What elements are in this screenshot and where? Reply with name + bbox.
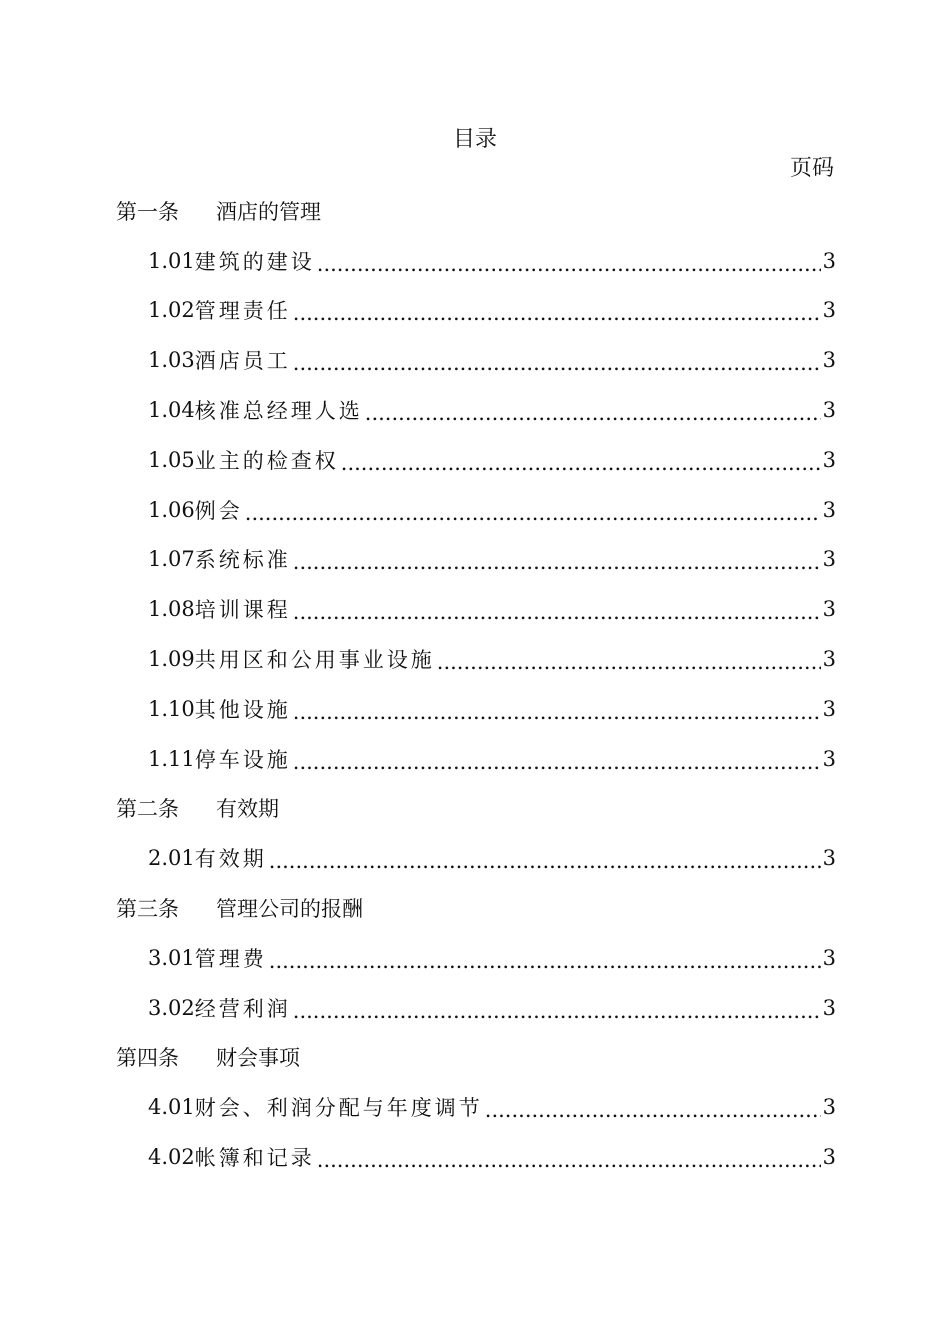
dot-leader: [293, 750, 821, 774]
toc-entry-title: 建筑的建设: [194, 249, 315, 274]
toc-entry[interactable]: [116, 933, 836, 983]
toc-entry-number: 1.07: [148, 547, 195, 572]
dot-leader: [245, 501, 821, 525]
toc-entry-title: 培训课程: [194, 598, 291, 623]
toc-entry-title: 帐簿和记录: [194, 1146, 315, 1171]
toc-entry-number: 4.02: [148, 1145, 195, 1170]
dot-leader: [269, 849, 821, 873]
toc-entry[interactable]: [116, 1082, 836, 1132]
toc-entry-title: 财会、利润分配与年度调节: [194, 1096, 483, 1121]
toc-entry[interactable]: [116, 584, 836, 634]
toc-entry-number: 1.02: [148, 298, 195, 323]
toc-entry-page: 3: [822, 597, 836, 622]
toc-entry-page: 3: [822, 696, 836, 721]
toc-entry-number: 第一条: [116, 199, 179, 224]
toc-entry-page: 3: [822, 1095, 836, 1120]
toc-entry[interactable]: [116, 335, 836, 385]
toc-entry[interactable]: [116, 634, 836, 684]
toc-entry[interactable]: [116, 385, 836, 435]
dot-leader: [293, 600, 821, 624]
dot-leader: [293, 999, 821, 1023]
toc-entry-page: 3: [822, 547, 836, 572]
toc-entry-number: 3.01: [148, 945, 195, 970]
toc-entry-number: 第三条: [116, 897, 179, 922]
toc-entry-page: 3: [822, 945, 836, 970]
toc-entry-title: 共用区和公用事业设施: [194, 648, 435, 673]
toc-entry-number: 1.10: [148, 696, 195, 721]
toc-entry[interactable]: [116, 236, 836, 286]
toc-entry-title: 系统标准: [194, 548, 291, 573]
toc-entry-title: 业主的检查权: [194, 448, 339, 473]
page-column-label: 页码: [789, 156, 834, 181]
toc-entry-number: 1.11: [148, 746, 195, 771]
toc-entry[interactable]: [116, 435, 836, 485]
toc-entry-number: 第四条: [116, 1046, 179, 1071]
dot-leader: [269, 949, 821, 973]
toc-entry-page: 3: [822, 398, 836, 423]
toc-entry[interactable]: [116, 833, 836, 883]
dot-leader: [293, 550, 821, 574]
toc-entry[interactable]: [116, 286, 836, 336]
toc-entry-number: 1.01: [148, 248, 195, 273]
toc-entry[interactable]: [116, 485, 836, 535]
toc-entry-page: 3: [822, 298, 836, 323]
toc-entry[interactable]: [116, 983, 836, 1033]
toc-entry-number: 1.09: [148, 647, 195, 672]
toc-entry-title: 有效期: [194, 847, 267, 872]
toc-entry-number: 2.01: [148, 846, 195, 871]
toc-entry-page: 3: [822, 746, 836, 771]
dot-leader: [437, 650, 821, 674]
dot-leader: [293, 301, 821, 325]
toc-entry-number: 1.08: [148, 597, 195, 622]
toc-entry-page: 3: [822, 447, 836, 472]
toc-entry-number: 4.01: [148, 1095, 195, 1120]
toc-entry-title: 有效期: [216, 797, 279, 822]
toc-entry-number: 1.03: [148, 348, 195, 373]
toc-entry-page: 3: [822, 1145, 836, 1170]
toc-entry-number: 1.06: [148, 497, 195, 522]
toc-entry-number: 1.04: [148, 398, 195, 423]
toc-entry-title: 酒店员工: [194, 349, 291, 374]
dot-leader: [293, 351, 821, 375]
dot-leader: [365, 401, 821, 425]
toc-entry-title: 管理费: [194, 946, 267, 971]
toc-entry-page: 3: [822, 995, 836, 1020]
toc-title: 目录: [452, 127, 497, 152]
dot-leader: [317, 1148, 821, 1172]
toc-chapter: [116, 883, 836, 933]
dot-leader: [293, 700, 821, 724]
toc-entry-title: 其他设施: [194, 697, 291, 722]
toc-entry-title: 财会事项: [216, 1046, 300, 1071]
table-of-contents: [116, 186, 836, 1182]
toc-entry-number: 1.05: [148, 447, 195, 472]
toc-entry-number: 第二条: [116, 797, 179, 822]
toc-entry-page: 3: [822, 846, 836, 871]
toc-entry[interactable]: [116, 734, 836, 784]
toc-entry-title: 例会: [194, 498, 243, 523]
toc-entry-page: 3: [822, 248, 836, 273]
dot-leader: [317, 252, 821, 276]
toc-chapter: [116, 186, 836, 236]
toc-entry[interactable]: [116, 1132, 836, 1182]
toc-entry-number: 3.02: [148, 995, 195, 1020]
toc-entry-title: 管理责任: [194, 299, 291, 324]
toc-entry-title: 管理公司的报酬: [216, 897, 363, 922]
toc-entry-title: 核准总经理人选: [194, 399, 363, 424]
toc-entry-title: 经营利润: [194, 996, 291, 1021]
toc-chapter: [116, 784, 836, 834]
toc-entry-page: 3: [822, 647, 836, 672]
toc-entry-page: 3: [822, 497, 836, 522]
dot-leader: [341, 451, 821, 475]
dot-leader: [485, 1098, 821, 1122]
toc-entry[interactable]: [116, 535, 836, 585]
toc-chapter: [116, 1033, 836, 1083]
toc-entry[interactable]: [116, 684, 836, 734]
toc-entry-title: 停车设施: [194, 747, 291, 772]
toc-entry-page: 3: [822, 348, 836, 373]
toc-entry-title: 酒店的管理: [216, 199, 321, 224]
